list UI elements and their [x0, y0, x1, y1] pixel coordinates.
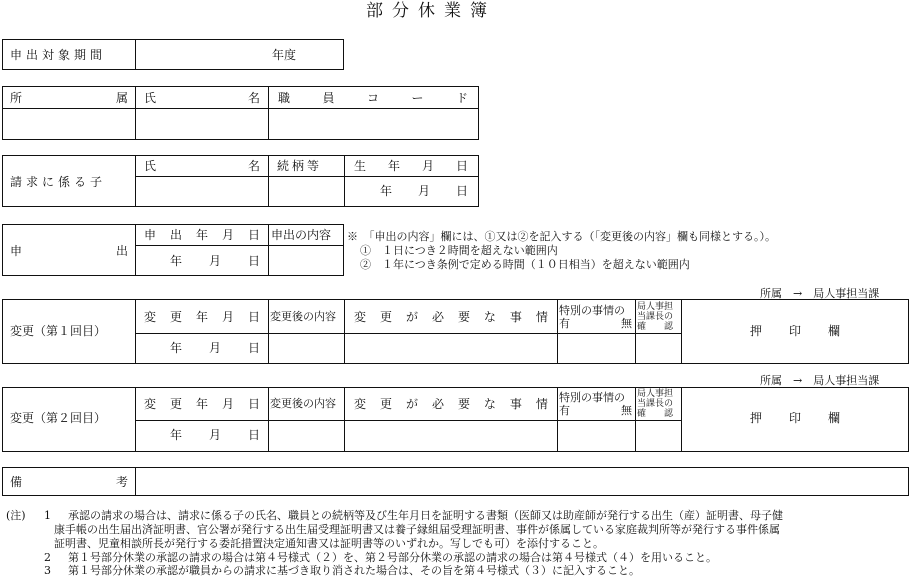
staff-name-header: 氏 名: [144, 91, 260, 105]
change-1-reason-field[interactable]: [345, 334, 556, 363]
change-1-special-header: 特別の事情の: [559, 304, 625, 317]
note-2: 第１号部分休業の承認の請求の場合は第４号様式（２）を、第２号部分休業の承認の請求の場合は第４号様式（４）を用いること。: [68, 551, 717, 564]
change-2-date-header: 変 更 年 月 日: [144, 397, 260, 411]
staff-office-field[interactable]: [3, 109, 134, 139]
note-1-line-2: 康手帳の出生届出済証明書、官公署が発行する出生届受理証明書又は養子縁組届受理証明書、事件が係属している家庭裁判所等が発行する事件係属: [54, 523, 780, 536]
page-title: 部分休業簿: [366, 1, 496, 21]
change-2-seal-field[interactable]: 押 印 欄: [750, 411, 840, 425]
request-content-header: 申出の内容: [271, 228, 332, 242]
change-2-special-header: 特別の事情の: [559, 391, 625, 404]
staff-code-field[interactable]: [269, 109, 478, 139]
change-2-content-header: 変更後の内容: [270, 397, 336, 410]
note-2-number: 2: [44, 551, 51, 564]
change-1-route: 所属 → 局人事担当課: [760, 287, 880, 300]
change-2-special-no[interactable]: 無: [621, 404, 632, 417]
child-name-header: 氏 名: [144, 159, 260, 173]
change-1-label: 変更（第１回目）: [10, 324, 107, 338]
child-birth-field[interactable]: 年 月 日: [380, 184, 468, 198]
change-1-confirm-header: 局人事担 当課長の 確 認: [637, 302, 674, 332]
change-2-confirm-header: 局人事担 当課長の 確 認: [637, 389, 674, 419]
request-date-header: 申 出 年 月 日: [144, 228, 260, 242]
request-note-2: ① １日につき２時間を超えない範囲内: [360, 244, 558, 257]
change-2-special-yes[interactable]: 有: [559, 404, 570, 417]
change-1-reason-header: 変 更 が 必 要 な 事 情: [354, 310, 548, 324]
change-1-date-field[interactable]: 年 月 日: [170, 341, 260, 355]
child-label: 請求に係る子: [10, 175, 107, 189]
notes-prefix: (注): [6, 509, 26, 522]
change-1-content-header: 変更後の内容: [270, 310, 336, 323]
change-1-confirm-field[interactable]: [636, 334, 680, 363]
staff-name-field[interactable]: [136, 109, 267, 139]
request-content-field[interactable]: [269, 246, 343, 275]
note-1-number: 1: [44, 509, 51, 522]
child-name-field[interactable]: [136, 177, 267, 206]
change-2-confirm-field[interactable]: [636, 421, 680, 450]
change-2-reason-header: 変 更 が 必 要 な 事 情: [354, 397, 548, 411]
change-2-label: 変更（第２回目）: [10, 411, 107, 425]
child-relation-header: 続柄等: [277, 159, 323, 173]
change-2-reason-field[interactable]: [345, 421, 556, 450]
request-label: 申 出: [10, 244, 128, 258]
staff-office-header: 所 属: [10, 91, 128, 105]
request-date-field[interactable]: 年 月 日: [170, 254, 260, 268]
change-1-content-field[interactable]: [269, 334, 343, 363]
note-1-line-3: 証明書、児童相談所長が発行する委託措置決定通知書又は証明書等のいずれか。写しでも可）を添付すること。: [54, 537, 604, 550]
request-note-1: ※ 「申出の内容」欄には、①又は②を記入する（「変更後の内容」欄も同様とする。）。: [347, 230, 776, 243]
staff-code-header: 職 員 コ ー ド: [278, 91, 468, 105]
change-1-special-yes[interactable]: 有: [559, 317, 570, 330]
remarks-field[interactable]: [136, 468, 907, 495]
change-2-route: 所属 → 局人事担当課: [760, 374, 880, 387]
note-1-line-1: 承認の請求の場合は、請求に係る子の氏名、職員との続柄等及び生年月日を証明する書類（医師又は助産師が発行する出生（産）証明書、母子健: [68, 509, 783, 522]
child-birth-header: 生 年 月 日: [354, 159, 468, 173]
period-label: 申出対象期間: [10, 48, 107, 62]
change-1-special-no[interactable]: 無: [621, 317, 632, 330]
change-2-content-field[interactable]: [269, 421, 343, 450]
period-year-field[interactable]: 年度: [272, 48, 297, 62]
request-note-3: ② １年につき条例で定める時間（１０日相当）を超えない範囲内: [360, 258, 690, 271]
change-1-date-header: 変 更 年 月 日: [144, 310, 260, 324]
note-3-number: 3: [44, 564, 51, 577]
child-relation-field[interactable]: [269, 177, 343, 206]
remarks-label: 備 考: [10, 475, 128, 489]
note-3: 第１号部分休業の承認が職員からの請求に基づき取り消された場合は、その旨を第４号様式（３）に記入すること。: [68, 564, 640, 577]
change-1-seal-field[interactable]: 押 印 欄: [750, 324, 840, 338]
change-2-date-field[interactable]: 年 月 日: [170, 428, 260, 442]
